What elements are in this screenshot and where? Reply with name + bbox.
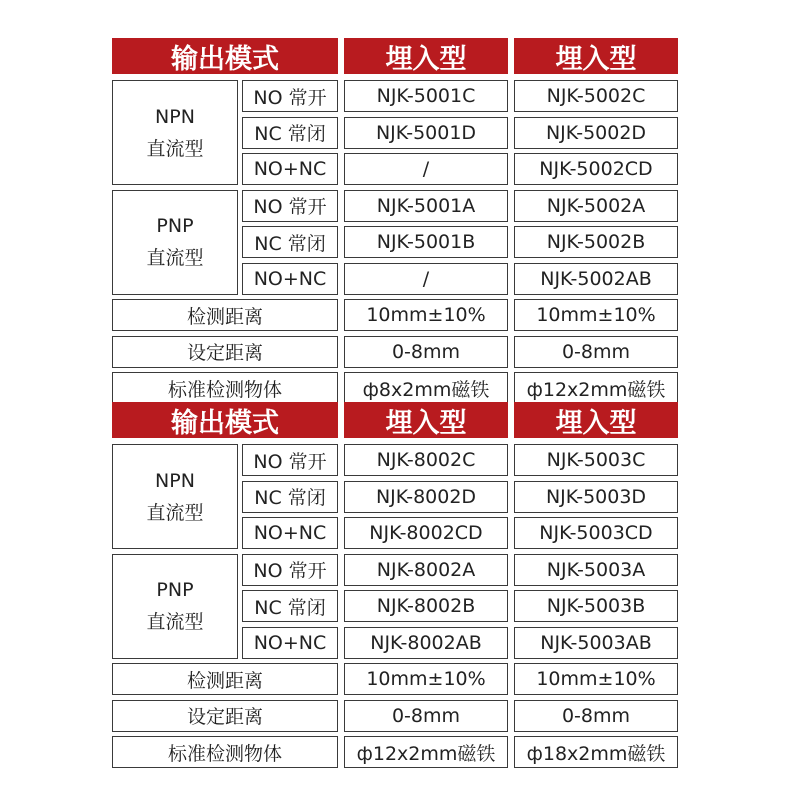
spec-label-cell: 检测距离 <box>112 299 338 331</box>
model-a-cell: NJK-8002AB <box>344 627 508 659</box>
output-group-label <box>112 190 238 295</box>
spec-a-cell: 0-8mm <box>344 700 508 732</box>
mode-cell: NO+NC <box>242 627 338 659</box>
spec-a-cell: 0-8mm <box>344 336 508 368</box>
model-b-cell: NJK-5002A <box>514 190 678 222</box>
spec-a-cell: 10mm±10% <box>344 299 508 331</box>
model-a-cell: NJK-8002CD <box>344 517 508 549</box>
model-a-cell: NJK-5001A <box>344 190 508 222</box>
model-b-cell: NJK-5003AB <box>514 627 678 659</box>
header-type-b: 埋入型 <box>514 402 678 438</box>
spec-b-cell: 10mm±10% <box>514 299 678 331</box>
spec-a-cell: ф8x2mm磁铁 <box>344 372 508 404</box>
spec-label-cell: 标准检测物体 <box>112 372 338 404</box>
model-b-cell: NJK-5002AB <box>514 263 678 295</box>
mode-cell: NC 常闭 <box>242 117 338 149</box>
mode-cell: NO 常开 <box>242 190 338 222</box>
header-type-a: 埋入型 <box>344 38 508 74</box>
output-group-label <box>112 444 238 549</box>
output-subtype: 直流型 <box>146 501 204 524</box>
mode-cell: NC 常闭 <box>242 590 338 622</box>
model-a-cell: NJK-8002C <box>344 444 508 476</box>
spec-a-cell: ф12x2mm磁铁 <box>344 736 508 768</box>
spec-label-cell: 标准检测物体 <box>112 736 338 768</box>
model-b-cell: NJK-5002B <box>514 226 678 258</box>
mode-cell: NO+NC <box>242 153 338 185</box>
model-b-cell: NJK-5003B <box>514 590 678 622</box>
output-group-label <box>112 80 238 185</box>
model-a-cell: NJK-8002A <box>344 554 508 586</box>
model-b-cell: NJK-5003A <box>514 554 678 586</box>
header-output-mode: 输出模式 <box>112 402 338 438</box>
model-a-cell: NJK-8002B <box>344 590 508 622</box>
header-type-b: 埋入型 <box>514 38 678 74</box>
spec-label-cell: 检测距离 <box>112 663 338 695</box>
model-a-cell: / <box>344 263 508 295</box>
model-b-cell: NJK-5003C <box>514 444 678 476</box>
output-subtype: 直流型 <box>146 137 204 160</box>
spec-label-cell: 设定距离 <box>112 336 338 368</box>
mode-cell: NO+NC <box>242 517 338 549</box>
output-type: NPN <box>155 469 195 492</box>
output-group-label <box>112 554 238 659</box>
header-type-a: 埋入型 <box>344 402 508 438</box>
spec-a-cell: 10mm±10% <box>344 663 508 695</box>
mode-cell: NO 常开 <box>242 80 338 112</box>
output-subtype: 直流型 <box>146 611 204 633</box>
model-a-cell: / <box>344 153 508 185</box>
spec-b-cell: 10mm±10% <box>514 663 678 695</box>
spec-label-cell: 设定距离 <box>112 700 338 732</box>
spec-b-cell: 0-8mm <box>514 336 678 368</box>
spec-b-cell: ф12x2mm磁铁 <box>514 372 678 404</box>
mode-cell: NO+NC <box>242 263 338 295</box>
mode-cell: NC 常闭 <box>242 481 338 513</box>
model-a-cell: NJK-5001B <box>344 226 508 258</box>
output-type: PNP <box>156 215 194 237</box>
model-a-cell: NJK-8002D <box>344 481 508 513</box>
spec-b-cell: 0-8mm <box>514 700 678 732</box>
mode-cell: NC 常闭 <box>242 226 338 258</box>
model-b-cell: NJK-5003D <box>514 481 678 513</box>
header-output-mode: 输出模式 <box>112 38 338 74</box>
mode-cell: NO 常开 <box>242 444 338 476</box>
output-type: NPN <box>155 105 195 128</box>
model-b-cell: NJK-5003CD <box>514 517 678 549</box>
model-a-cell: NJK-5001C <box>344 80 508 112</box>
model-b-cell: NJK-5002D <box>514 117 678 149</box>
model-a-cell: NJK-5001D <box>344 117 508 149</box>
model-b-cell: NJK-5002CD <box>514 153 678 185</box>
output-type: PNP <box>156 579 194 601</box>
mode-cell: NO 常开 <box>242 554 338 586</box>
model-b-cell: NJK-5002C <box>514 80 678 112</box>
output-subtype: 直流型 <box>146 247 204 269</box>
spec-b-cell: ф18x2mm磁铁 <box>514 736 678 768</box>
